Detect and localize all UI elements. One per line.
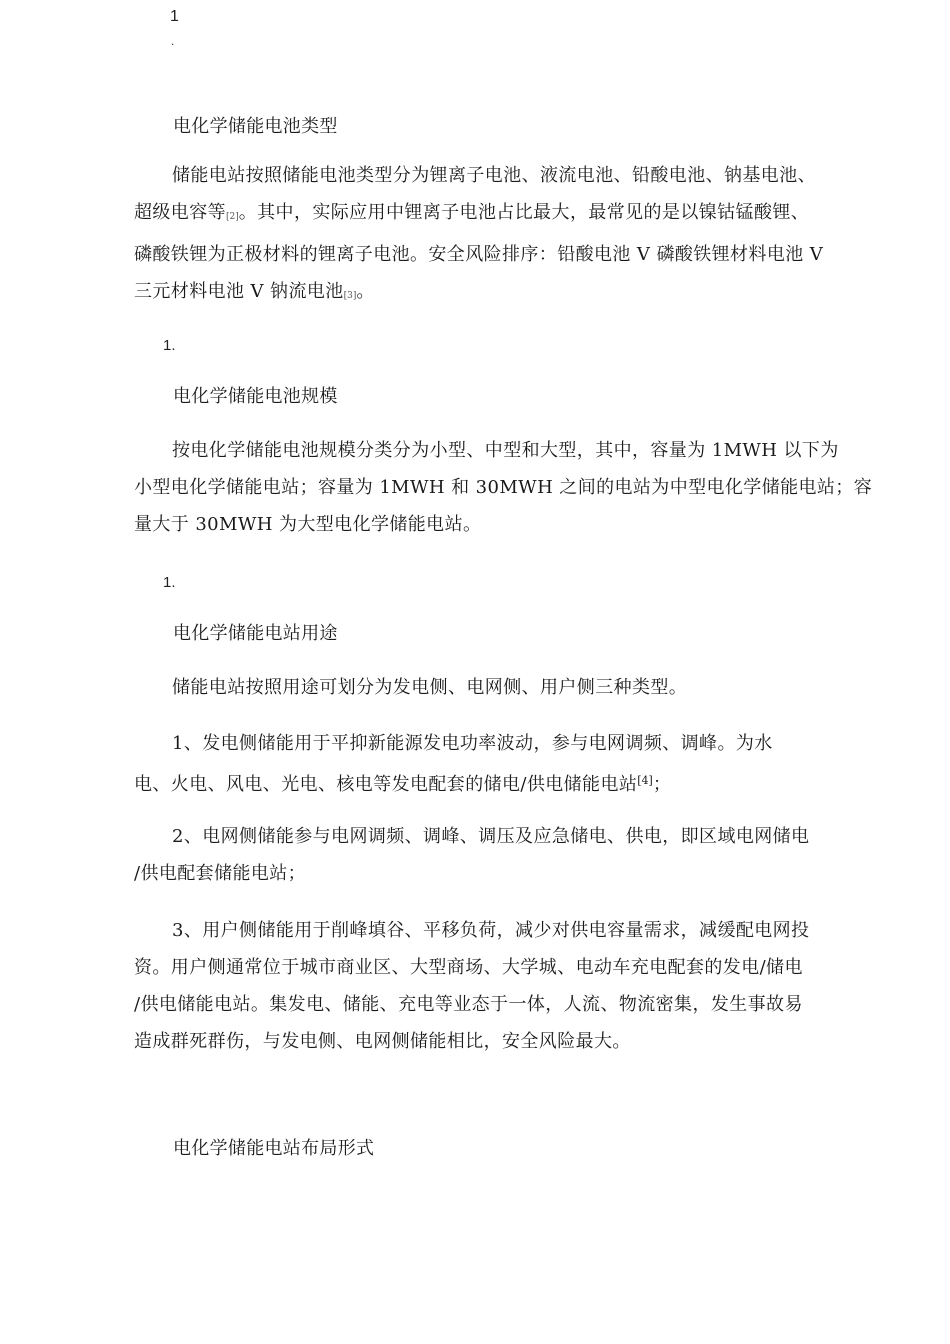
text-line: 量大于 30MWH 为大型电化学储能电站。 [134,514,482,535]
text-line: 2、电网侧储能参与电网调频、调峰、调压及应急储电、供电，即区域电网储电 [172,826,810,847]
list-marker: 1. [163,337,176,354]
paragraph-station-uses-intro [134,669,834,706]
text-line: 3、用户侧储能用于削峰填谷、平移负荷，减少对供电容量需求，减缓配电网投 [172,920,810,941]
text-line: 小型电化学储能电站；容量为 1MWH 和 30MWH 之间的电站为中型电化学储能电站；容 [134,477,873,498]
text-line: 储能电站按照储能电池类型分为锂离子电池、液流电池、铅酸电池、钠基电池、 [172,165,816,186]
text-line: /供电配套储能电站； [134,863,307,884]
text-line: 储能电站按照用途可划分为发电侧、电网侧、用户侧三种类型。 [172,677,688,698]
text-segment: 超级电容等 [134,202,226,223]
section-heading-station-uses: 电化学储能电站用途 [173,623,338,644]
text-line: 资。用户侧通常位于城市商业区、大型商场、大学城、电动车充电配套的发电/储电 [134,957,803,978]
paragraph-battery-scale [134,432,873,543]
text-line: 造成群死群伤，与发电侧、电网侧储能相比，安全风险最大。 [134,1031,631,1052]
page-number: 1 [170,8,179,25]
text-segment: 。其中，实际应用中锂离子电池占比最大，最常见的是以镍钴锰酸锂、 [238,202,810,223]
paragraph-generation-side [134,725,834,803]
list-marker: 1. [163,574,176,591]
text-segment: 。 [356,281,375,302]
paragraph-user-side [134,912,834,1060]
text-line [134,194,834,236]
text-line: /供电储能电站。集发电、储能、充电等业态于一体，人流、物流密集，发生事故易 [134,994,803,1015]
paragraph-grid-side [134,818,834,892]
reference-marker: [4] [637,774,653,787]
text-line: 按电化学储能电池规模分类分为小型、中型和大型，其中，容量为 1MWH 以下为 [172,440,839,461]
section-heading-station-layout: 电化学储能电站布局形式 [173,1138,375,1159]
text-line [134,762,834,803]
text-line: 1、发电侧储能用于平抑新能源发电功率波动，参与电网调频、调峰。为水 [172,733,773,754]
section-heading-battery-types: 电化学储能电池类型 [173,116,338,137]
reference-marker: [2] [226,212,239,222]
text-segment: 电、火电、风电、光电、核电等发电配套的储电/供电储能电站 [134,774,638,795]
text-segment: ； [652,774,672,795]
text-line: 磷酸铁锂为正极材料的锂离子电池。安全风险排序：铅酸电池 V 磷酸铁锂材料电池 V [134,244,824,265]
text-line [134,273,834,315]
page-number-dot: . [171,34,175,48]
section-heading-battery-scale: 电化学储能电池规模 [173,386,338,407]
text-segment: 三元材料电池 V 钠流电池 [134,281,344,302]
reference-marker: [3] [343,291,357,301]
paragraph-battery-types [134,157,834,315]
